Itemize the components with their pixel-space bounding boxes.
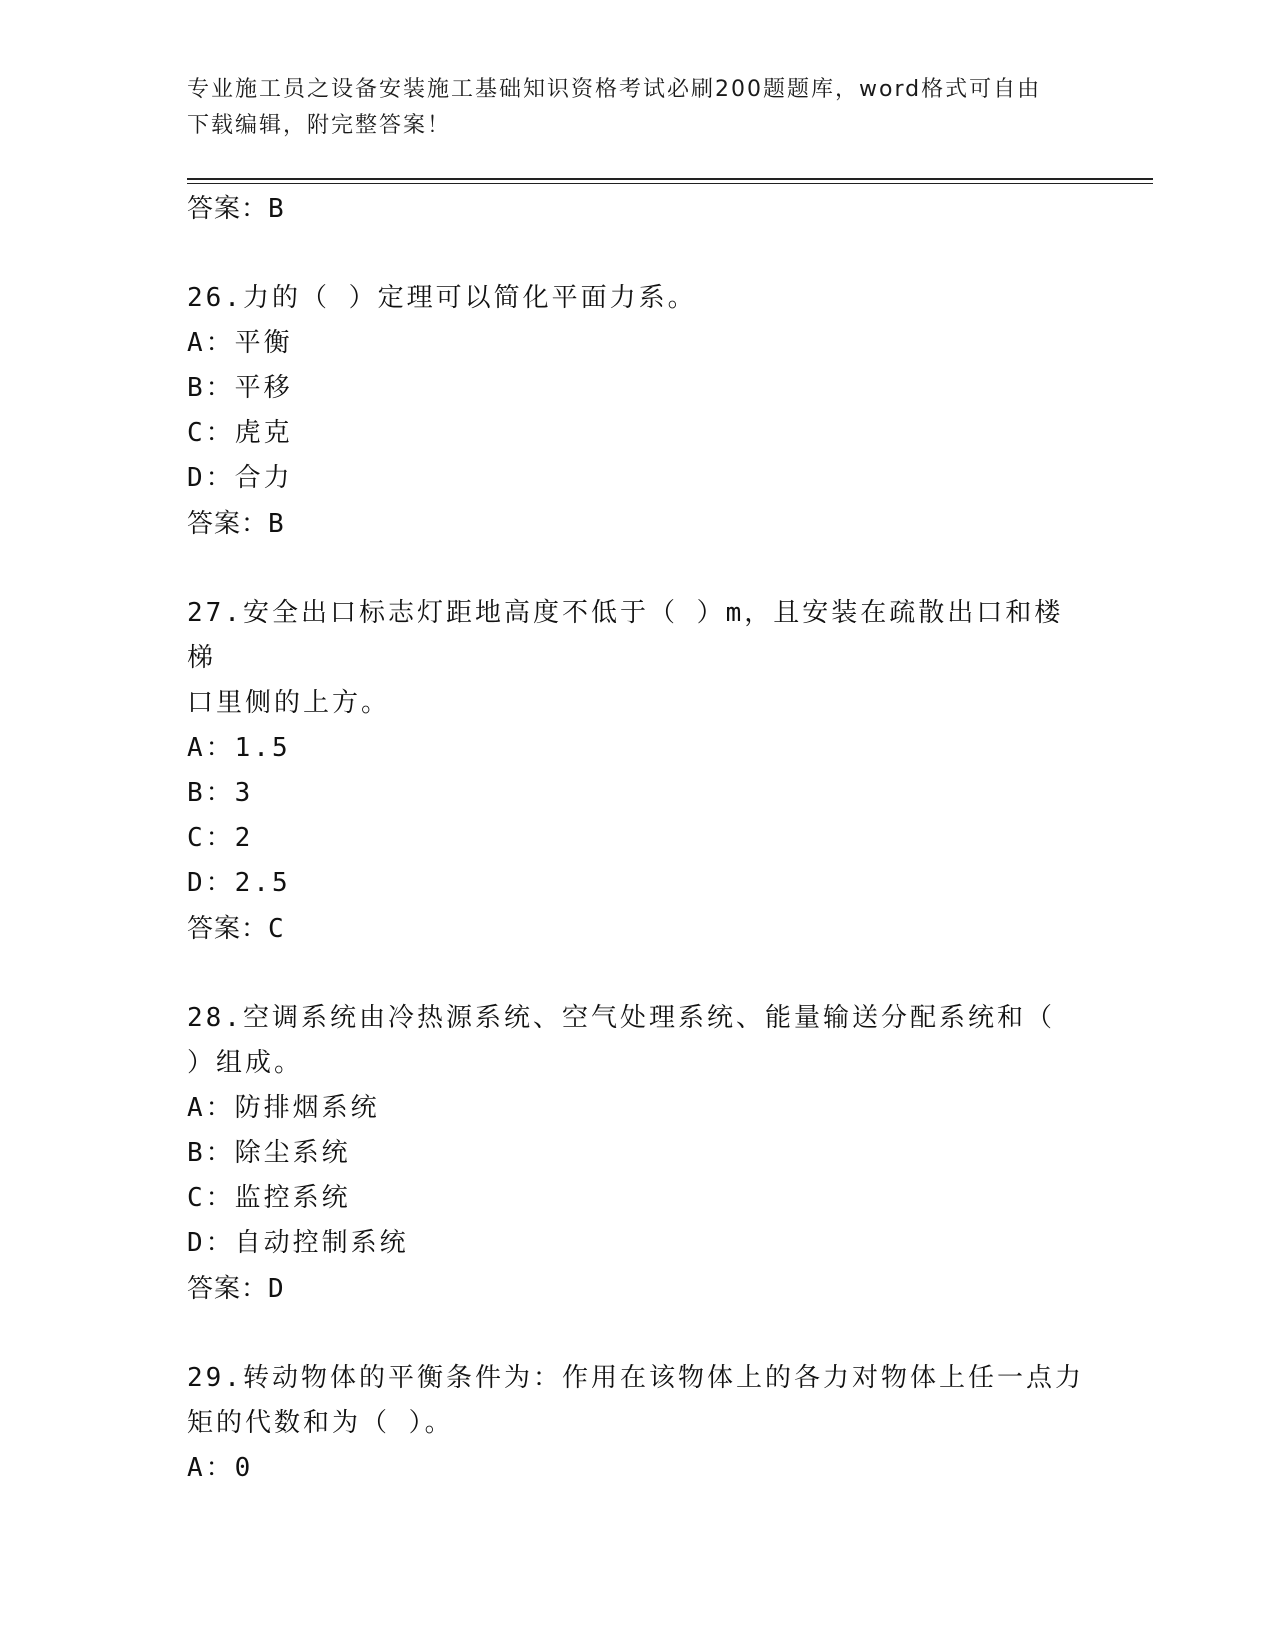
header-divider-thick <box>187 178 1153 180</box>
question-stem: 29.转动物体的平衡条件为：作用在该物体上的各力对物体上任一点力 <box>187 1363 1084 1393</box>
option-a: A：1.5 <box>187 733 291 763</box>
question-stem-continued: ）组成。 <box>187 1048 304 1078</box>
option-d: D：2.5 <box>187 868 291 898</box>
question-26 <box>187 276 1087 547</box>
option-c: C：2 <box>187 823 254 853</box>
question-list <box>187 186 1087 1491</box>
answer-line: 答案：D <box>187 1274 285 1304</box>
option-b: B：平移 <box>187 373 293 403</box>
header-line-1: 专业施工员之设备安装施工基础知识资格考试必刷200题题库，word格式可自由 <box>187 77 1042 102</box>
question-29 <box>187 1356 1087 1491</box>
option-c: C：虎克 <box>187 418 293 448</box>
option-a: A：0 <box>187 1453 254 1483</box>
header-divider-thin <box>187 183 1153 184</box>
question-stem-continued: 矩的代数和为（ ）。 <box>187 1408 454 1438</box>
header-line-2: 下载编辑，附完整答案！ <box>187 113 452 138</box>
option-a: A：平衡 <box>187 328 293 358</box>
question-27 <box>187 591 1087 952</box>
question-stem: 28.空调系统由冷热源系统、空气处理系统、能量输送分配系统和（ <box>187 1003 1055 1033</box>
answer-line: 答案：B <box>187 509 285 539</box>
option-a: A：防排烟系统 <box>187 1093 380 1123</box>
option-c: C：监控系统 <box>187 1183 351 1213</box>
option-d: D：合力 <box>187 463 293 493</box>
option-b: B：除尘系统 <box>187 1138 351 1168</box>
question-28 <box>187 996 1087 1312</box>
answer-line: 答案：C <box>187 914 285 944</box>
option-b: B：3 <box>187 778 254 808</box>
question-stem: 27.安全出口标志灯距地高度不低于（ ）m，且安装在疏散出口和楼梯 <box>187 598 1064 673</box>
document-header <box>187 72 1067 144</box>
question-stem-continued: 口里侧的上方。 <box>187 688 391 718</box>
question-stem: 26.力的（ ）定理可以简化平面力系。 <box>187 283 697 313</box>
option-d: D：自动控制系统 <box>187 1228 409 1258</box>
answer-line: 答案：B <box>187 194 285 224</box>
